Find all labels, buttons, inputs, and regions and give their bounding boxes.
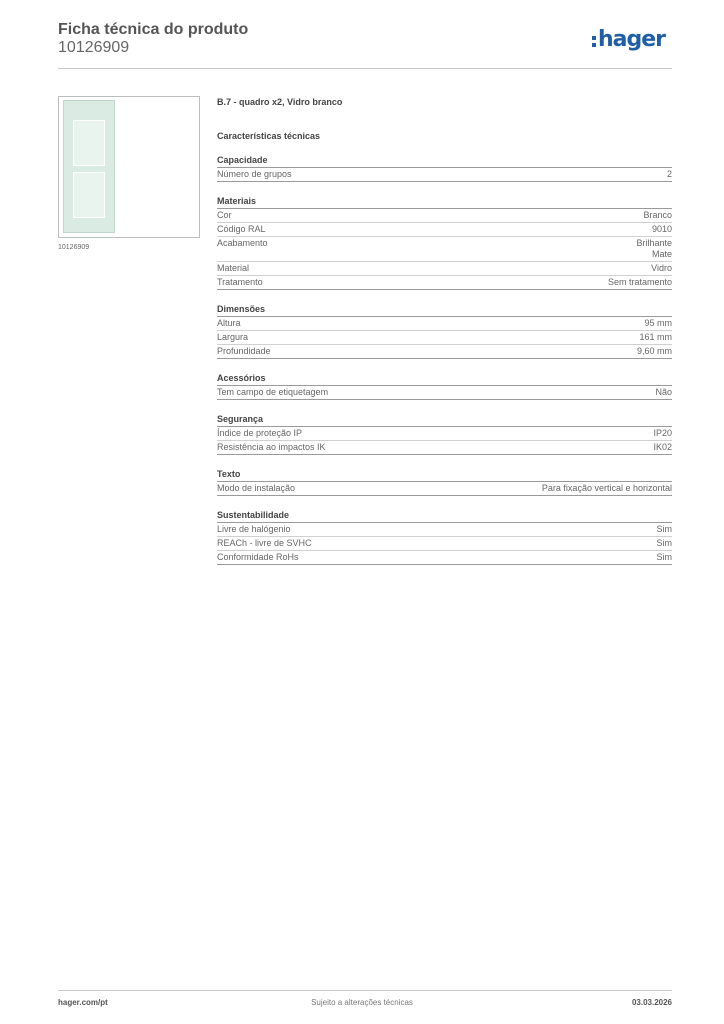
section-title: Materiais bbox=[217, 195, 672, 209]
spec-row bbox=[217, 223, 672, 237]
spec-value bbox=[637, 346, 672, 357]
spec-label: Material bbox=[217, 263, 250, 273]
spec-value-line: Mate bbox=[651, 249, 672, 259]
spec-value-line: 95 mm bbox=[644, 318, 672, 328]
spec-section bbox=[217, 195, 672, 290]
product-image bbox=[58, 96, 200, 238]
logo-text: hager bbox=[598, 27, 666, 52]
spec-label: Conformidade RoHs bbox=[217, 552, 299, 562]
spec-value bbox=[542, 483, 672, 494]
spec-label: Código RAL bbox=[217, 224, 266, 234]
spec-row bbox=[217, 345, 672, 359]
spec-value bbox=[657, 552, 673, 563]
spec-row bbox=[217, 441, 672, 455]
spec-label: Livre de halógenio bbox=[217, 524, 291, 534]
spec-value-line: Não bbox=[655, 387, 672, 397]
spec-value bbox=[639, 332, 672, 343]
frame-opening-bottom bbox=[73, 172, 105, 218]
spec-section bbox=[217, 372, 672, 400]
footer-website: hager.com/pt bbox=[58, 998, 108, 1007]
spec-section bbox=[217, 413, 672, 455]
frame-opening-top bbox=[73, 120, 105, 166]
spec-row bbox=[217, 317, 672, 331]
spec-label: REACh - livre de SVHC bbox=[217, 538, 312, 548]
spec-label: Modo de instalação bbox=[217, 483, 296, 493]
spec-section bbox=[217, 154, 672, 182]
spec-value-line: 2 bbox=[666, 169, 672, 179]
specification-content bbox=[217, 96, 672, 565]
spec-label: Índice de proteção IP bbox=[217, 428, 303, 438]
spec-value-line: Para fixação vertical e horizontal bbox=[541, 483, 672, 493]
section-title: Dimensões bbox=[217, 303, 672, 317]
spec-value bbox=[653, 442, 672, 453]
spec-value-line: IK02 bbox=[653, 442, 672, 452]
spec-row bbox=[217, 209, 672, 223]
spec-row bbox=[217, 168, 672, 182]
spec-value bbox=[636, 238, 672, 260]
spec-label: Cor bbox=[217, 210, 232, 220]
spec-label: Acabamento bbox=[217, 238, 268, 248]
spec-row bbox=[217, 331, 672, 345]
spec-row bbox=[217, 482, 672, 496]
header-divider bbox=[58, 68, 672, 69]
spec-value-line: Brilhante bbox=[636, 238, 672, 248]
spec-value-line: Sim bbox=[656, 538, 672, 548]
hager-logo bbox=[592, 29, 665, 51]
spec-row bbox=[217, 262, 672, 276]
spec-value-line: Vidro bbox=[651, 263, 672, 273]
footer-date: 03.03.2026 bbox=[631, 998, 672, 1007]
section-title: Sustentabilidade bbox=[217, 509, 672, 523]
footer-disclaimer: Sujeito a alterações técnicas bbox=[311, 998, 413, 1007]
spec-row bbox=[217, 537, 672, 551]
spec-section bbox=[217, 303, 672, 359]
spec-value bbox=[652, 224, 672, 235]
spec-value-line: Branco bbox=[643, 210, 672, 220]
spec-row bbox=[217, 237, 672, 262]
spec-label: Profundidade bbox=[217, 346, 271, 356]
spec-label: Resistência ao impactos IK bbox=[217, 442, 326, 452]
spec-row bbox=[217, 427, 672, 441]
document-title: Ficha técnica do produto bbox=[58, 21, 249, 38]
footer-divider bbox=[58, 990, 672, 991]
spec-value bbox=[667, 169, 672, 180]
spec-row bbox=[217, 523, 672, 537]
spec-row bbox=[217, 386, 672, 400]
spec-value bbox=[653, 428, 672, 439]
spec-value bbox=[644, 318, 672, 329]
spec-label: Tratamento bbox=[217, 277, 263, 287]
spec-row bbox=[217, 276, 672, 290]
image-caption: 10126909 bbox=[58, 244, 90, 251]
product-name: B.7 - quadro x2, Vidro branco bbox=[217, 97, 343, 107]
spec-value-line: Sem tratamento bbox=[607, 277, 672, 287]
double-frame-illustration bbox=[63, 100, 115, 233]
spec-value-line: IP20 bbox=[653, 428, 672, 438]
spec-value bbox=[657, 538, 673, 549]
spec-value bbox=[655, 387, 672, 398]
product-code: 10126909 bbox=[58, 39, 130, 56]
section-title: Segurança bbox=[217, 413, 672, 427]
spec-section bbox=[217, 468, 672, 496]
spec-row bbox=[217, 551, 672, 565]
technical-characteristics-heading: Características técnicas bbox=[217, 131, 321, 141]
spec-label: Número de grupos bbox=[217, 169, 292, 179]
spec-value-line: 9010 bbox=[651, 224, 672, 234]
spec-label: Largura bbox=[217, 332, 249, 342]
spec-label: Altura bbox=[217, 318, 241, 328]
logo-colon-icon bbox=[592, 36, 596, 47]
spec-value bbox=[608, 277, 672, 288]
spec-value-line: Sim bbox=[656, 524, 672, 534]
section-title: Acessórios bbox=[217, 372, 672, 386]
spec-value-line: 9,60 mm bbox=[636, 346, 672, 356]
spec-label: Tem campo de etiquetagem bbox=[217, 387, 329, 397]
spec-value bbox=[643, 210, 672, 221]
section-title: Capacidade bbox=[217, 154, 672, 168]
spec-value bbox=[657, 524, 673, 535]
spec-section bbox=[217, 509, 672, 565]
spec-value-line: Sim bbox=[656, 552, 672, 562]
section-title: Texto bbox=[217, 468, 672, 482]
spec-sections bbox=[217, 154, 672, 565]
spec-value-line: 161 mm bbox=[639, 332, 672, 342]
spec-value bbox=[651, 263, 672, 274]
